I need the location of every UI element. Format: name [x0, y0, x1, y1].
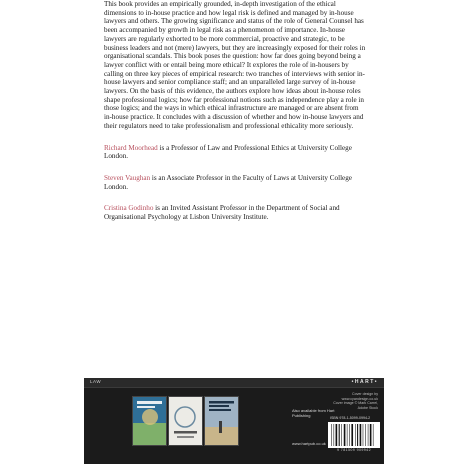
isbn-label: ISBN 978-1-5099-0994-2 — [330, 416, 371, 420]
cover-credits — [324, 392, 378, 410]
author-bio-3 — [104, 204, 366, 221]
author-name: Richard Moorhead — [104, 143, 158, 152]
barcode — [328, 422, 380, 448]
book-thumbnail-1 — [132, 396, 167, 446]
back-cover-text — [104, 0, 366, 222]
barcode-digits: 9 781509 909942 — [337, 448, 371, 452]
book-thumbnail-2 — [168, 396, 203, 446]
author-name: Steven Vaughan — [104, 173, 151, 182]
cover-design-credit: Cover design by www.cyandesign.co.uk — [341, 392, 378, 401]
cover-image-credit: Cover image © Mark Carrel, Adobe Stock — [333, 401, 378, 410]
author-bio-text: is an Associate Professor in the Faculty of Laws at University College London. — [104, 173, 352, 191]
author-name: Cristina Godinho — [104, 204, 154, 213]
banner-strip — [84, 378, 384, 388]
author-bio-2 — [104, 174, 366, 191]
author-bio-text: is a Professor of Law and Professional Ethics at University College London. — [104, 143, 352, 161]
publisher-logo: •HART• — [351, 379, 378, 385]
book-description: This book provides an empirically grounded, in-depth investigation of the ethical dimensions to in-house practice and how legal risk is defined and managed by in-house lawyers and others. The growing significance and status of the role of General Counsel has been accompanied by growth in legal risk as a phenomenon of importance. In-house lawyers are regularly exhorted to be more commercial, proactive and strategic, to be business leaders and not (mere) lawyers, but they are increasingly exposed for their roles in organisational scandals. This book poses the question: how far does going beyond being a lawyer conflict with or entail being more ethical? It explores the role of in-housers by calling on three key pieces of empirical research: two tranches of interviews with senior in-house lawyers and senior compliance staff; and an unparalleled large survey of in-house lawyers. On the basis of this evidence, the authors explore how ideas about in-house roles shape professional logics; how far professional notions such as independence play a role in those logics; and the ways in which ethical infrastructure are managed or are absent from in-house practice. It concludes with a discussion of whether and how in-house lawyers and their regulators need to take professionalism and professional ethicality more seriously. — [104, 0, 366, 130]
author-bio-1 — [104, 144, 366, 161]
author-bio-text: is an Invited Assistant Professor in the Department of Social and Organisational Psychology at Lisbon University Institute. — [104, 204, 340, 222]
publisher-website: www.hartpub.co.uk — [292, 441, 326, 446]
also-available-text: Also available from Hart Publishing — [292, 408, 335, 418]
subject-label: LAW — [90, 379, 102, 384]
book-thumbnail-3 — [204, 396, 239, 446]
publisher-banner — [84, 378, 384, 464]
